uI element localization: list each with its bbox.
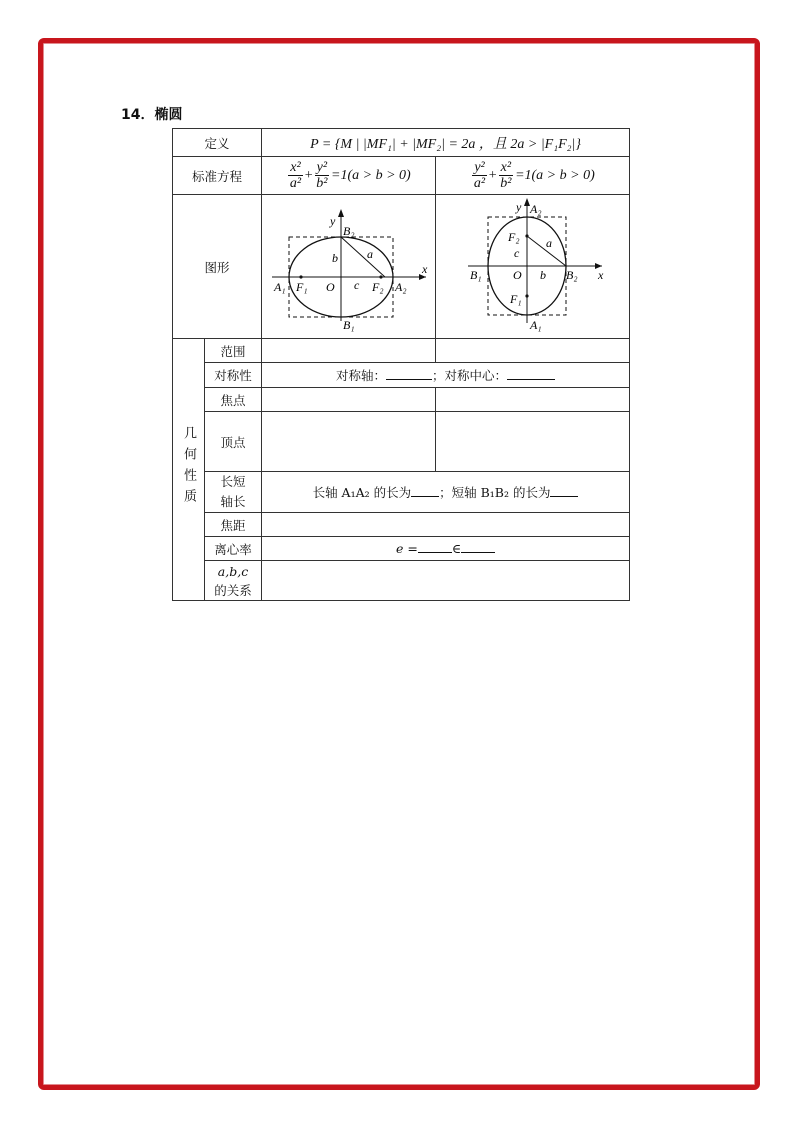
standard-eq-horizontal — [262, 157, 436, 195]
fig1-b-label: b — [331, 251, 338, 265]
eq-horizontal: $\frac{\text{x²}}{\text{a²}}$ + $\frac{\text{y²}}{\text{b²}}$ =1(a > b > 0) — [289, 160, 411, 191]
fig1-B2-label: B₂ — [342, 224, 355, 238]
fig2-b-label: b — [539, 268, 546, 282]
row-focal-distance — [173, 513, 630, 537]
long-axis-blank — [411, 496, 439, 497]
row-focus — [173, 388, 630, 412]
vertex-vertical — [436, 412, 630, 472]
figure-label: 图形 — [173, 195, 262, 339]
relation-content — [262, 561, 630, 601]
focus-label: 焦点 — [205, 388, 262, 412]
eccentricity-blank-2 — [461, 552, 495, 553]
axis-length-label: 长短轴长 — [205, 472, 262, 513]
fig1-O-label: O — [325, 280, 335, 294]
row-range — [173, 339, 630, 363]
symmetry-center-blank — [507, 379, 555, 380]
symmetry-content — [262, 363, 630, 388]
fig2-B1-label: B₁ — [469, 268, 482, 282]
relation-label-cell — [205, 561, 262, 601]
figure-vertical-cell — [436, 195, 630, 339]
row-eccentricity — [173, 537, 630, 561]
row-symmetry — [173, 363, 630, 388]
fig1-F1-label: F₁ — [295, 280, 308, 294]
eq-num3: y² — [474, 160, 485, 175]
eq-num4: x² — [500, 160, 512, 175]
fig1-A2-label: A₂ — [394, 280, 407, 294]
fig2-y-label: y — [515, 200, 521, 214]
eccentricity-text-1: e = — [395, 541, 418, 556]
eq-tail-1: =1(a > b > 0) — [331, 167, 411, 183]
fig2-A1-label: A₁ — [529, 318, 542, 332]
focal-content — [262, 513, 630, 537]
axis-length-text-2: ；短轴 B₁B₂ 的长为 — [439, 485, 551, 500]
relation-label-2: 的关系 — [214, 582, 252, 598]
range-vertical — [436, 339, 630, 363]
relation-label-1: a,b,c — [217, 563, 249, 579]
standard-eq-vertical — [436, 157, 630, 195]
definition-formula — [262, 129, 630, 157]
fig1-B1-label: B₁ — [342, 318, 355, 332]
vertex-horizontal — [262, 412, 436, 472]
eq-den2: b² — [316, 176, 328, 191]
eq-den4: b² — [500, 176, 512, 191]
fig2-a-label: a — [545, 236, 552, 250]
definition-formula-text: P = {M | |MF₁| + |MF₂| = 2a ，且 2a > |F₁F₂|} — [310, 136, 581, 152]
row-relation — [173, 561, 630, 601]
eq-den1: a² — [289, 176, 302, 191]
fig1-y-label: y — [329, 214, 335, 228]
symmetry-axis-text: 对称轴： — [336, 368, 387, 383]
eq-num2: y² — [316, 160, 328, 175]
definition-label: 定义 — [173, 129, 262, 157]
range-horizontal — [262, 339, 436, 363]
eccentricity-blank-1 — [418, 552, 452, 553]
vertical-ellipse-figure — [438, 195, 628, 335]
row-standard-equation — [173, 157, 630, 195]
fig1-a-label: a — [366, 247, 373, 261]
figure-horizontal-cell — [262, 195, 436, 339]
eq-num1: x² — [290, 160, 301, 175]
eq-vertical: $\frac{\text{y²}}{\text{a²}}$ + $\frac{\text{x²}}{\text{b²}}$ =1(a > b > 0) — [473, 160, 595, 191]
fig2-F2-label: F₂ — [507, 230, 520, 244]
eq-tail-2: =1(a > b > 0) — [515, 167, 595, 183]
eccentricity-label: 离心率 — [205, 537, 262, 561]
geometry-label-cell — [173, 339, 205, 601]
horizontal-ellipse-figure — [264, 195, 434, 335]
symmetry-center-text: ；对称中心： — [432, 368, 508, 383]
section-heading: 14．椭圆 — [121, 107, 183, 123]
fig2-c-label: c — [513, 246, 519, 260]
focus-vertical — [436, 388, 630, 412]
fig1-A1-label: A₁ — [273, 280, 286, 294]
fig2-O-label: O — [512, 268, 522, 282]
range-label: 范围 — [205, 339, 262, 363]
eccentricity-text-2: ∈ — [451, 541, 462, 556]
eccentricity-content — [262, 537, 630, 561]
standard-eq-label: 标准方程 — [173, 157, 262, 195]
row-vertex — [173, 412, 630, 472]
fig1-x-label: x — [421, 262, 427, 276]
row-figure — [173, 195, 630, 339]
fig1-c-label: c — [353, 278, 359, 292]
vertex-label: 顶点 — [205, 412, 262, 472]
symmetry-label: 对称性 — [205, 363, 262, 388]
fig2-F1-label: F₁ — [509, 292, 522, 306]
eq-den3: a² — [473, 176, 486, 191]
geometry-label: 几何性质 — [181, 426, 196, 510]
axis-length-content — [262, 472, 630, 513]
fig2-x-label: x — [597, 268, 603, 282]
focal-label: 焦距 — [205, 513, 262, 537]
short-axis-blank — [550, 496, 578, 497]
focus-horizontal — [262, 388, 436, 412]
fig1-F2-label: F₂ — [371, 280, 384, 294]
ellipse-table — [172, 128, 630, 601]
row-definition — [173, 129, 630, 157]
symmetry-axis-blank — [386, 379, 432, 380]
fig2-B2-label: B₂ — [565, 268, 578, 282]
row-axis-length — [173, 472, 630, 513]
fig2-A2-label: A₂ — [529, 202, 542, 216]
axis-length-text-1: 长轴 A₁A₂ 的长为 — [312, 485, 412, 500]
